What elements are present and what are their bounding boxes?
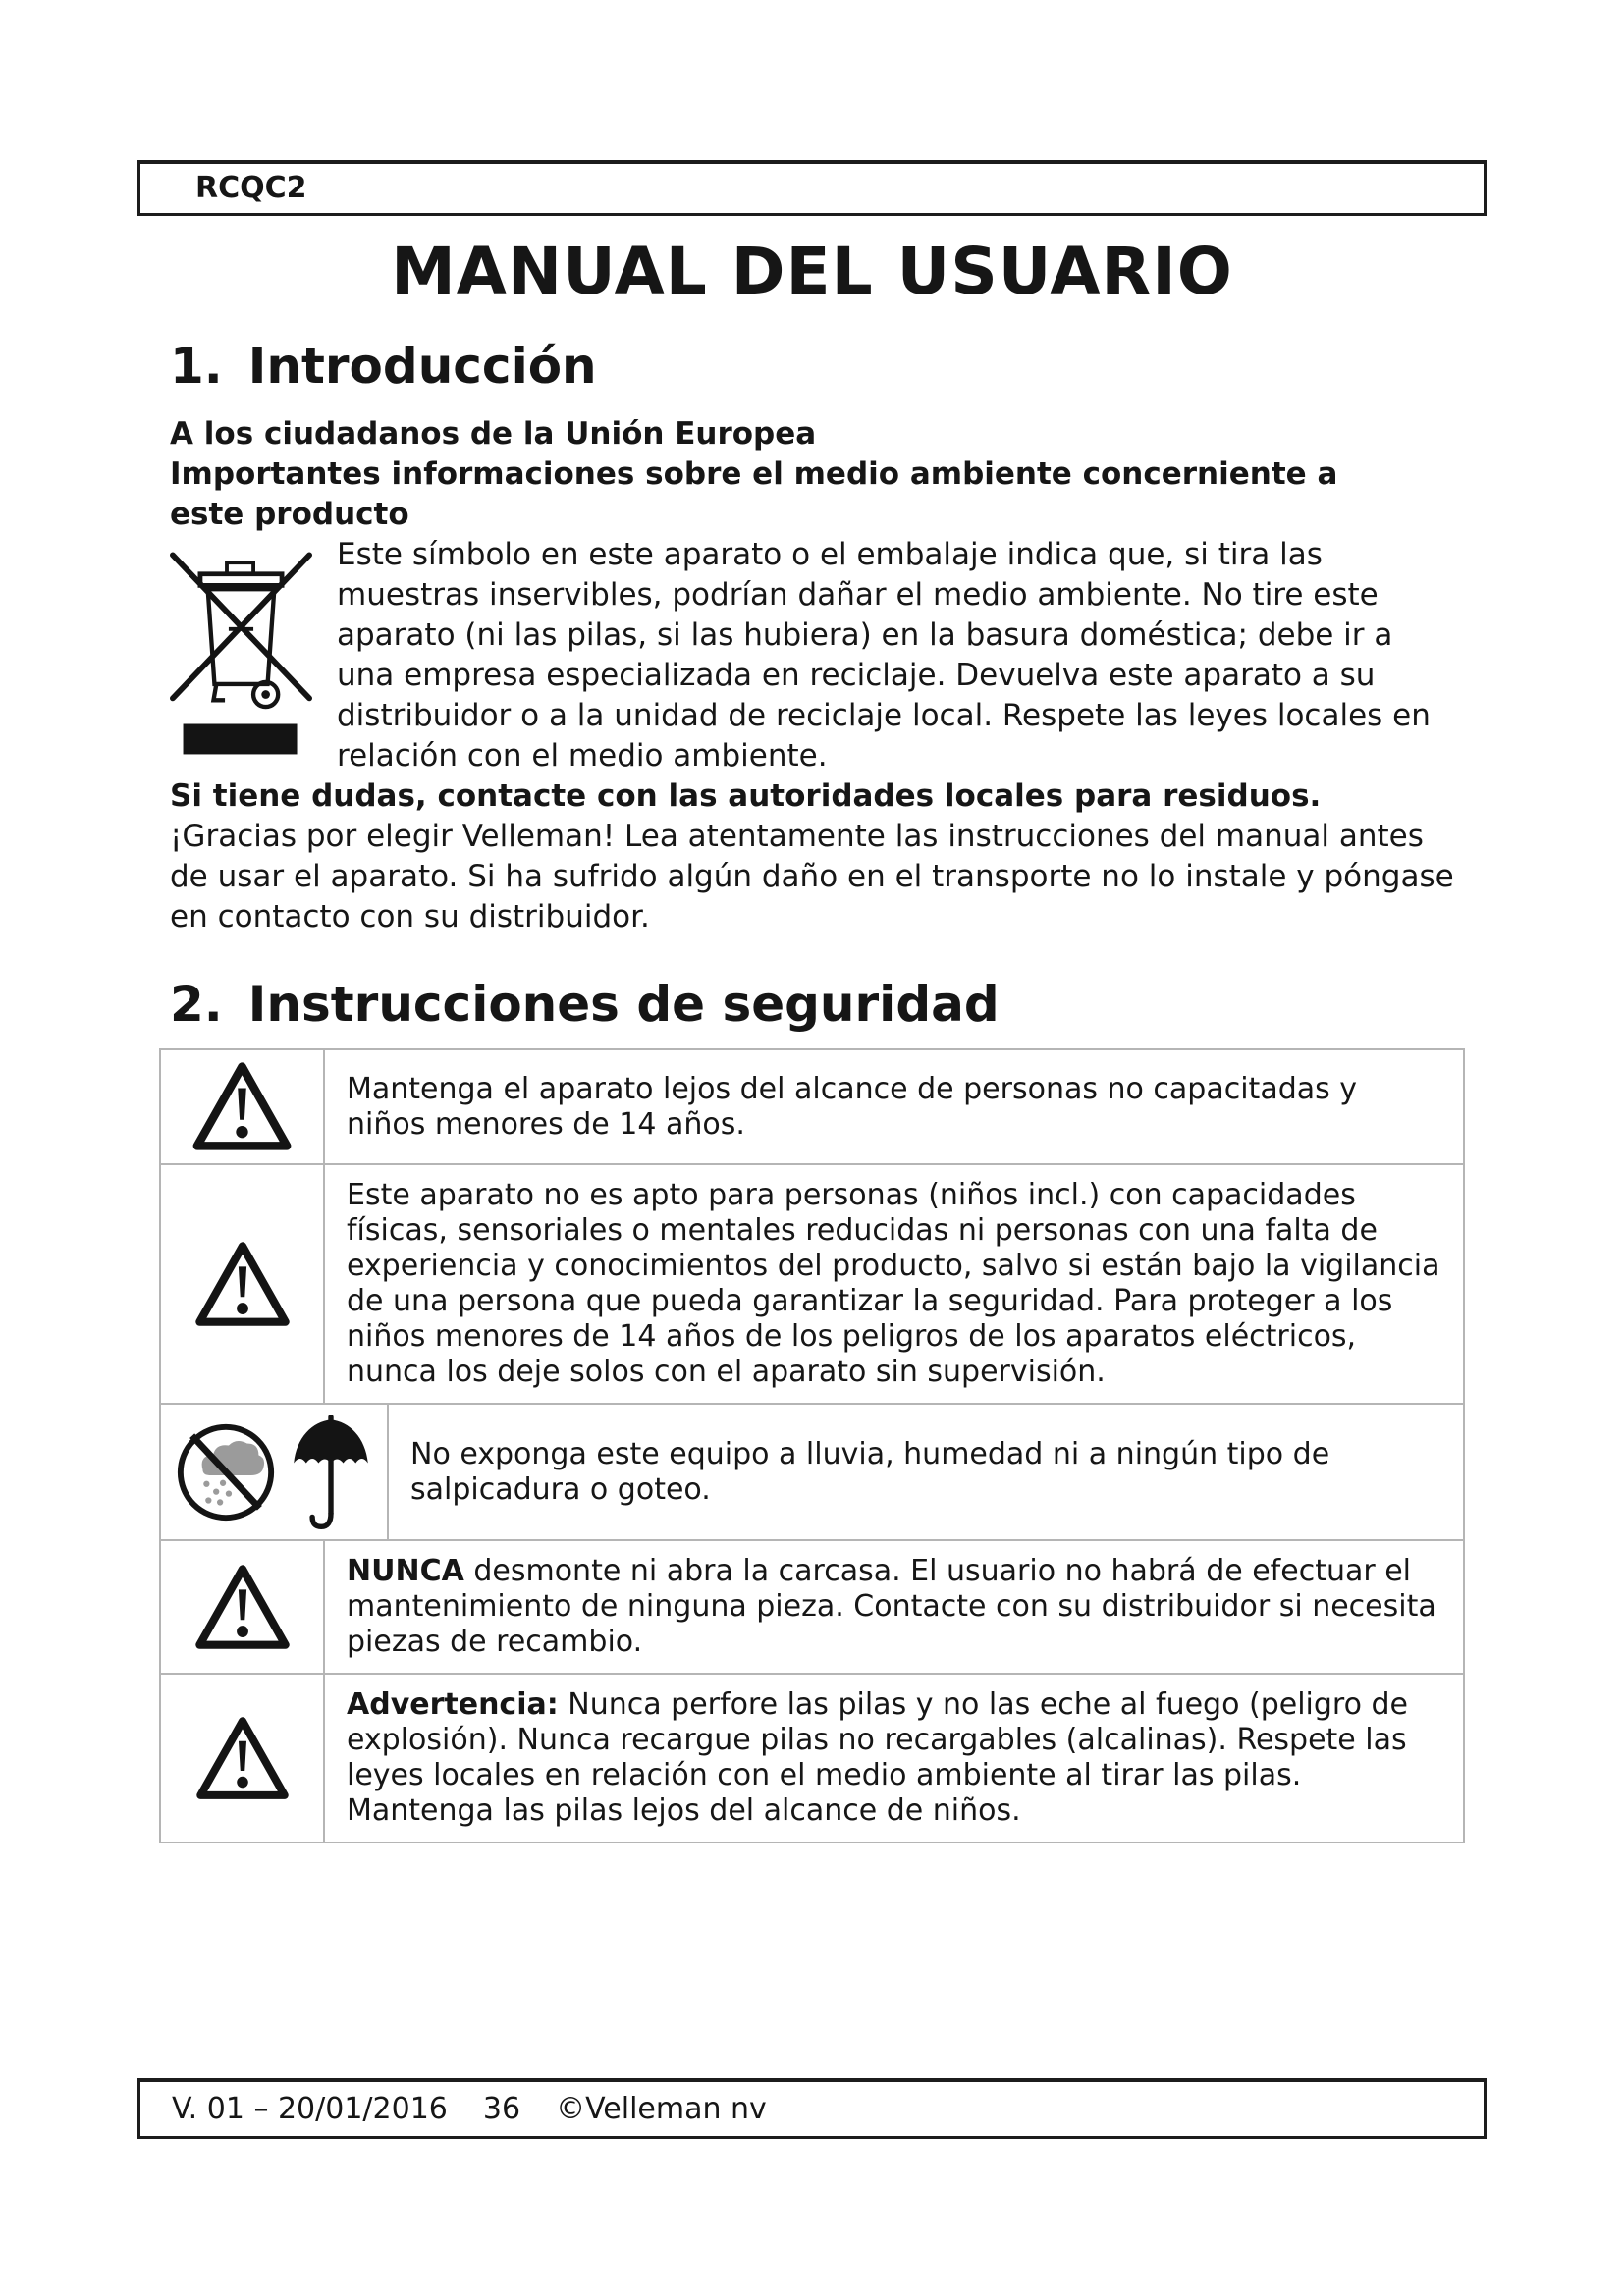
safety-row-text: Nunca perfore las pilas y no las eche al fuego (peligro de explosión). Nunca recargue pilas no recargables (alcalinas). Respete las leyes locales en relación con el medio ambiente al tirar las pilas. Mantenga las pilas lejos del alcance de niños. <box>347 1687 1408 1828</box>
document-title: MANUAL DEL USUARIO <box>391 234 1233 309</box>
safety-row-text: Este aparato no es apto para personas (niños incl.) con capacidades físicas, sensoriales o mentales reducidas ni personas con una falta de experiencia y conocimientos del producto, salvo si están bajo la vigilancia de una persona que pueda garantizar la seguridad. Para proteger a los niños menores de 14 años de los peligros de los aparatos eléctricos, nunca los deje solos con el aparato sin supervisión. <box>347 1178 1440 1389</box>
environment-info-line: Importantes informaciones sobre el medio ambiente concerniente a este producto <box>170 456 1338 532</box>
safety-row-text: Mantenga el aparato lejos del alcance de personas no capacitadas y niños menores de 14 años. <box>347 1071 1358 1142</box>
safety-row-icon-cell <box>161 1675 325 1842</box>
safety-row-icon-cell <box>161 1541 325 1673</box>
safety-row-bold: NUNCA <box>347 1554 464 1588</box>
section-1-number: 1. <box>170 338 223 395</box>
umbrella-icon <box>287 1415 375 1529</box>
safety-row-text-cell <box>325 1675 1463 1842</box>
section-2-number: 2. <box>170 976 223 1033</box>
warning-triangle-icon <box>190 1060 294 1153</box>
safety-row-text-cell <box>389 1405 1463 1539</box>
safety-row-icon-cell <box>161 1165 325 1403</box>
warning-triangle-icon <box>193 1240 292 1329</box>
audience-line: A los ciudadanos de la Unión Europea <box>170 416 817 452</box>
safety-row-battery-warning <box>161 1675 1463 1842</box>
safety-row-keep-away <box>161 1050 1463 1165</box>
safety-row-text-cell <box>325 1050 1463 1163</box>
safety-row-no-rain <box>161 1405 1463 1541</box>
product-code: RCQC2 <box>195 171 307 205</box>
section-1-title: Introducción <box>247 338 597 395</box>
weee-crossed-out-bin-icon <box>170 539 312 767</box>
safety-row-not-suitable <box>161 1165 1463 1405</box>
warning-triangle-icon <box>194 1715 291 1802</box>
section-introduction <box>137 339 1487 937</box>
product-code-box <box>137 160 1487 216</box>
authorities-line: Si tiene dudas, contacte con las autoridades locales para residuos. <box>170 778 1322 814</box>
footer-copyright: ©Velleman nv <box>556 2092 767 2126</box>
footer-page-number: 36 <box>482 2092 521 2126</box>
weee-paragraph-text: Este símbolo en este aparato o el embalaje indica que, si tira las muestras inservibles, podrían dañar el medio ambiente. No tire este aparato (ni las pilas, si las hubiera) en la basura doméstica; debe ir a una empresa especializada en reciclaje. Devuelva este aparato a su distribuidor o a la unidad de reciclaje local. Respete las leyes locales en relación con el medio ambiente. <box>337 537 1431 774</box>
safety-row-icon-cell <box>161 1050 325 1163</box>
section-safety <box>137 977 1487 1843</box>
section-2-title: Instrucciones de seguridad <box>247 976 1000 1033</box>
section-2-heading <box>170 977 1487 1033</box>
footer-version: V. 01 – 20/01/2016 <box>172 2092 448 2126</box>
safety-row-text-cell <box>325 1165 1463 1403</box>
safety-table <box>159 1048 1465 1843</box>
safety-row-never-open <box>161 1541 1463 1675</box>
warning-triangle-icon <box>193 1563 292 1652</box>
introduction-body <box>170 414 1454 937</box>
section-1-heading <box>170 339 1487 395</box>
page-footer <box>137 2078 1487 2139</box>
safety-row-bold: Advertencia: <box>347 1687 559 1722</box>
safety-row-text: desmonte ni abra la carcasa. El usuario no habrá de efectuar el mantenimiento de ninguna pieza. Contacte con su distribuidor si necesita piezas de recambio. <box>347 1554 1436 1659</box>
safety-row-text-cell <box>325 1541 1463 1673</box>
thanks-paragraph: ¡Gracias por elegir Velleman! Lea atentamente las instrucciones del manual antes de usar el aparato. Si ha sufrido algún daño en el transporte no lo instale y póngase en contacto con su distribuidor. <box>170 819 1454 934</box>
safety-row-text: No exponga este equipo a lluvia, humedad ni a ningún tipo de salpicadura o goteo. <box>410 1436 1330 1507</box>
weee-paragraph <box>170 535 1454 776</box>
safety-row-icon-cell <box>161 1405 389 1539</box>
no-rain-icon <box>173 1419 279 1525</box>
